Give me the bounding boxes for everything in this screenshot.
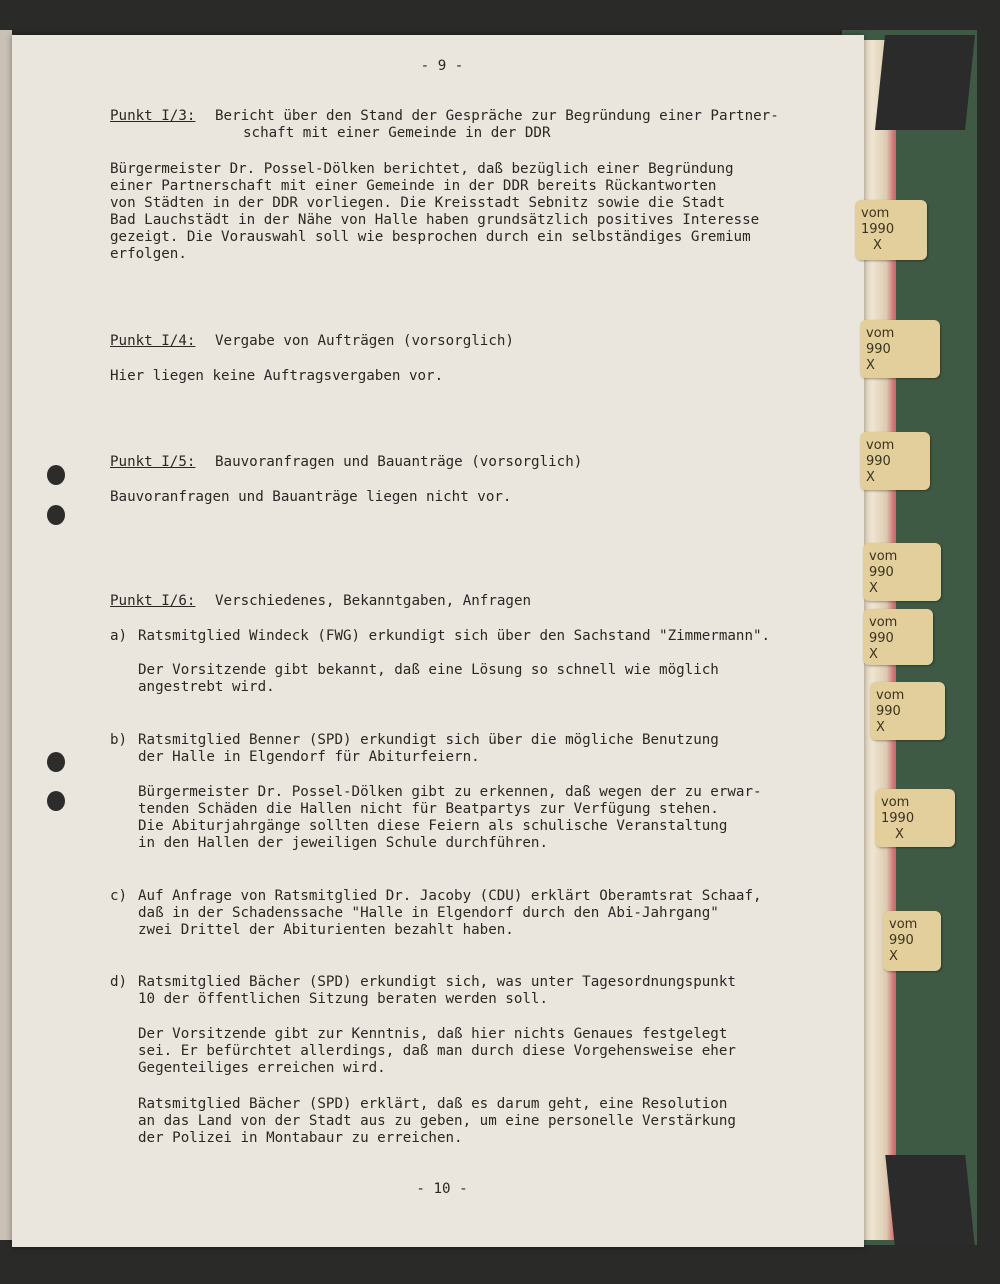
item-d-reply-line: Gegenteiliges erreichen wird. <box>138 1060 386 1076</box>
item-c-line: Auf Anfrage von Ratsmitglied Dr. Jacoby (CDU) erklärt Oberamtsrat Schaaf, <box>138 888 762 904</box>
tab-line: X <box>889 949 898 964</box>
item-d-reply-line: an das Land von der Stadt aus zu geben, um eine personelle Verstärkung <box>138 1113 736 1129</box>
tab-line: X <box>876 720 885 735</box>
punkt-i5-body: Bauvoranfragen und Bauanträge liegen nicht vor. <box>110 489 512 505</box>
punch-hole <box>47 791 65 811</box>
index-tab[interactable] <box>860 432 930 490</box>
index-tab[interactable] <box>855 200 927 260</box>
tab-line: X <box>895 827 904 842</box>
tab-line: vom <box>876 688 905 703</box>
punkt-i3-label: Punkt I/3: <box>110 108 196 124</box>
item-a-marker: a) <box>110 628 128 644</box>
item-b-reply-line: Die Abiturjahrgänge sollten diese Feiern als schulische Veranstaltung <box>138 818 728 834</box>
item-c-line: zwei Drittel der Abiturienten bezahlt haben. <box>138 922 514 938</box>
punkt-i5-label: Punkt I/5: <box>110 454 196 470</box>
punkt-i4-title: Vergabe von Aufträgen (vorsorglich) <box>215 333 514 349</box>
punkt-i3-body-line: Bürgermeister Dr. Possel-Dölken berichtet, daß bezüglich einer Begründung <box>110 161 734 177</box>
document-page <box>12 35 864 1247</box>
tab-line: vom <box>866 326 895 341</box>
tab-line: vom <box>869 615 898 630</box>
punch-hole <box>47 505 65 525</box>
item-b-reply-line: tenden Schäden die Hallen nicht für Beatpartys zur Verfügung stehen. <box>138 801 719 817</box>
item-c-marker: c) <box>110 888 128 904</box>
tab-line: 990 <box>876 704 901 719</box>
tab-line: 1990 <box>881 811 915 826</box>
punkt-i3-body-line: einer Partnerschaft mit einer Gemeinde in der DDR bereits Rückantworten <box>110 178 717 194</box>
tab-line: X <box>869 581 878 596</box>
index-tab[interactable] <box>875 789 955 847</box>
item-a-reply-line: Der Vorsitzende gibt bekannt, daß eine Lösung so schnell wie möglich <box>138 662 719 678</box>
binder-corner-bottom <box>885 1155 974 1245</box>
item-d-reply-line: Ratsmitglied Bächer (SPD) erklärt, daß es darum geht, eine Resolution <box>138 1096 728 1112</box>
tab-line: 990 <box>866 342 891 357</box>
punkt-i3-title-line1: Bericht über den Stand der Gespräche zur Begründung einer Partner- <box>215 108 779 124</box>
page-number-bottom: - 10 - <box>416 1181 468 1197</box>
item-d-reply-line: sei. Er befürchtet allerdings, daß man durch diese Vorgehensweise eher <box>138 1043 736 1059</box>
item-a-text: Ratsmitglied Windeck (FWG) erkundigt sich über den Sachstand "Zimmermann". <box>138 628 771 644</box>
page-number-top: - 9 - <box>420 58 464 74</box>
tab-line: X <box>866 358 875 373</box>
index-tab[interactable] <box>870 682 945 740</box>
tab-line: X <box>873 238 882 253</box>
tab-line: vom <box>889 917 918 932</box>
item-a-reply-line: angestrebt wird. <box>138 679 275 695</box>
item-b-line: Ratsmitglied Benner (SPD) erkundigt sich über die mögliche Benutzung <box>138 732 719 748</box>
tab-line: X <box>869 647 878 662</box>
binder-corner-top <box>875 35 975 130</box>
punkt-i3-body-line: gezeigt. Die Vorauswahl soll wie besprochen durch ein selbständiges Gremium <box>110 229 751 245</box>
tab-line: vom <box>866 438 895 453</box>
tab-line: 1990 <box>861 222 895 237</box>
tab-line: 990 <box>869 565 894 580</box>
punkt-i3-body-line: von Städten in der DDR vorliegen. Die Kreisstadt Sebnitz sowie die Stadt <box>110 195 725 211</box>
previous-page-edge <box>0 30 12 1240</box>
index-tabs <box>855 195 965 995</box>
tab-line: X <box>866 470 875 485</box>
punkt-i6-title: Verschiedenes, Bekanntgaben, Anfragen <box>215 593 532 609</box>
item-b-line: der Halle in Elgendorf für Abiturfeiern. <box>138 749 480 765</box>
tab-line: 990 <box>869 631 894 646</box>
item-d-reply-line: der Polizei in Montabaur zu erreichen. <box>138 1130 463 1146</box>
item-d-reply-line: Der Vorsitzende gibt zur Kenntnis, daß hier nichts Genaues festgelegt <box>138 1026 728 1042</box>
tab-line: 990 <box>866 454 891 469</box>
punkt-i3-body-line: Bad Lauchstädt in der Nähe von Halle haben grundsätzlich positives Interesse <box>110 212 760 228</box>
punch-hole <box>47 465 65 485</box>
item-d-marker: d) <box>110 974 128 990</box>
item-b-reply-line: Bürgermeister Dr. Possel-Dölken gibt zu erkennen, daß wegen der zu erwar- <box>138 784 762 800</box>
punkt-i6-label: Punkt I/6: <box>110 593 196 609</box>
item-d-line: 10 der öffentlichen Sitzung beraten werden soll. <box>138 991 548 1007</box>
item-d-line: Ratsmitglied Bächer (SPD) erkundigt sich, was unter Tagesordnungspunkt <box>138 974 736 990</box>
index-tab[interactable] <box>883 911 941 971</box>
item-b-marker: b) <box>110 732 128 748</box>
index-tab[interactable] <box>860 320 940 378</box>
tab-line: 990 <box>889 933 914 948</box>
punch-hole <box>47 752 65 772</box>
punkt-i5-title: Bauvoranfragen und Bauanträge (vorsorglich) <box>215 454 583 470</box>
tab-line: vom <box>869 549 898 564</box>
punkt-i3-title-line2: schaft mit einer Gemeinde in der DDR <box>243 125 551 141</box>
punkt-i3-body-line: erfolgen. <box>110 246 187 262</box>
punkt-i4-body: Hier liegen keine Auftragsvergaben vor. <box>110 368 444 384</box>
tab-line: vom <box>861 206 890 221</box>
tab-line: vom <box>881 795 910 810</box>
index-tab[interactable] <box>863 543 941 601</box>
index-tab[interactable] <box>863 609 933 665</box>
item-b-reply-line: in den Hallen der jeweiligen Schule durchführen. <box>138 835 548 851</box>
punkt-i4-label: Punkt I/4: <box>110 333 196 349</box>
item-c-line: daß in der Schadenssache "Halle in Elgendorf durch den Abi-Jahrgang" <box>138 905 719 921</box>
